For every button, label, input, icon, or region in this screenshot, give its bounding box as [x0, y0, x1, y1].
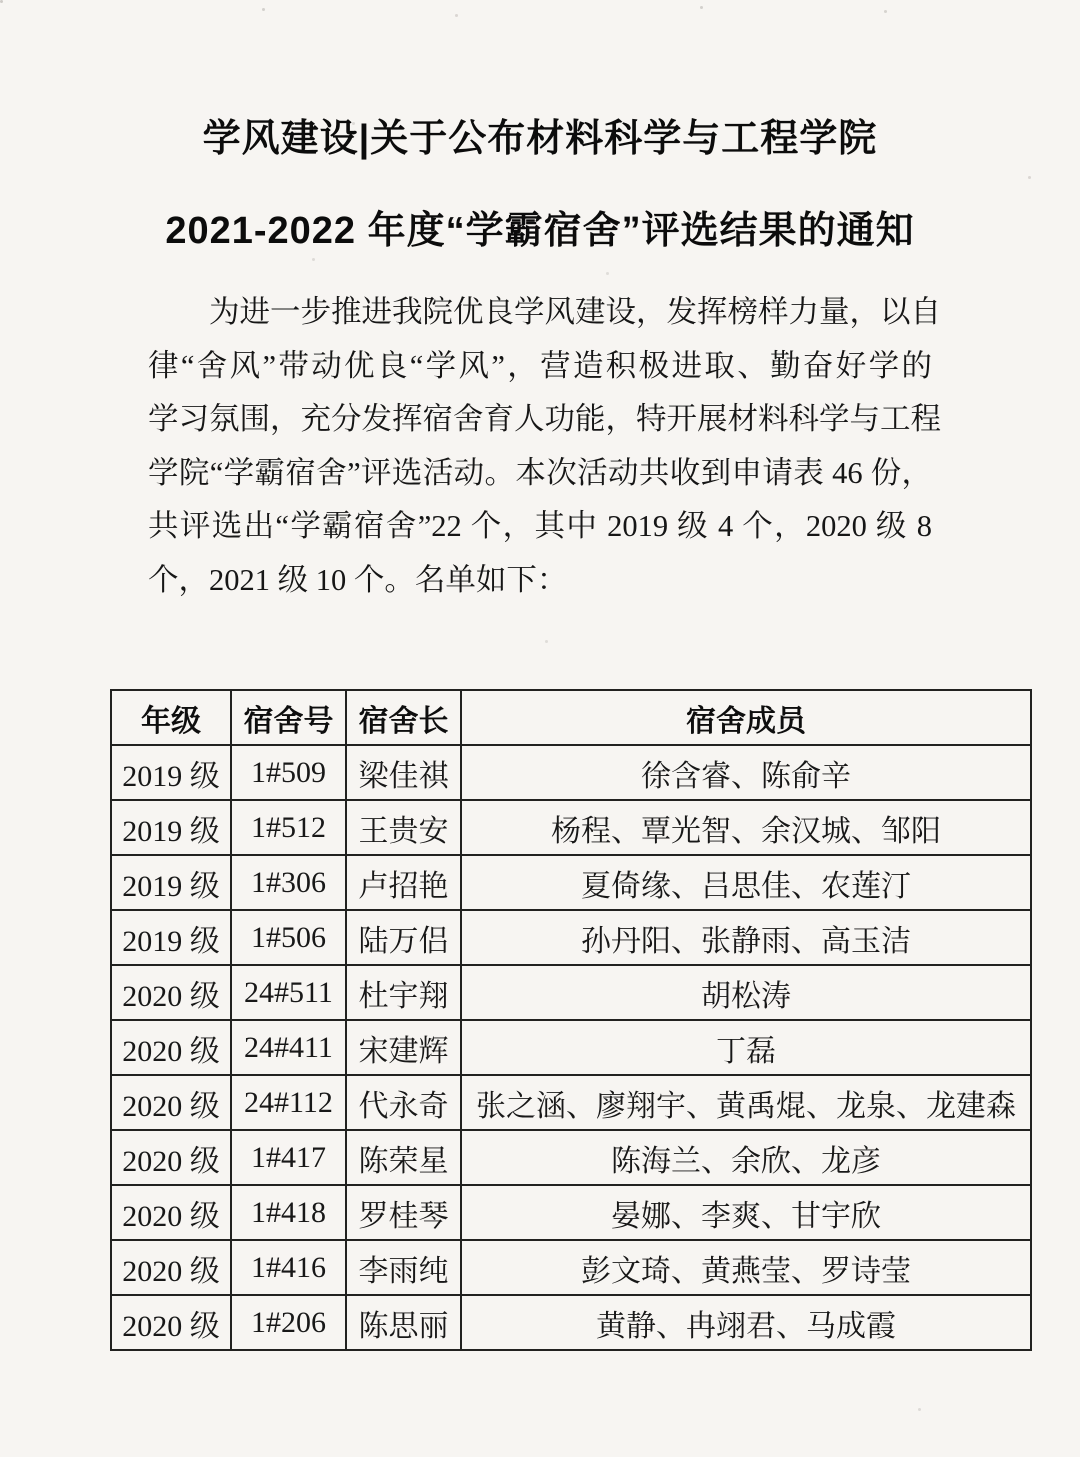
table-row: [111, 1020, 1031, 1075]
header-row: [111, 690, 1031, 745]
cell-room-number: 24#112: [231, 1075, 346, 1130]
cell-dorm-leader: 王贵安: [346, 800, 461, 855]
col-header-room-number: 宿舍号: [231, 690, 346, 745]
cell-grade: 2020 级: [111, 1130, 231, 1185]
table-row: [111, 965, 1031, 1020]
cell-dorm-members: 杨程、覃光智、余汉城、邹阳: [461, 800, 1031, 855]
cell-dorm-members: 晏娜、李爽、甘宇欣: [461, 1185, 1031, 1240]
col-header-dorm-leader: 宿舍长: [346, 690, 461, 745]
cell-room-number: 24#511: [231, 965, 346, 1020]
cell-room-number: 24#411: [231, 1020, 346, 1075]
cell-dorm-members: 夏倚缘、吕思佳、农莲汀: [461, 855, 1031, 910]
cell-dorm-leader: 宋建辉: [346, 1020, 461, 1075]
cell-room-number: 1#509: [231, 745, 346, 800]
table-row: [111, 855, 1031, 910]
cell-dorm-leader: 杜宇翔: [346, 965, 461, 1020]
dorm-table-body: [111, 745, 1031, 1350]
table-row: [111, 745, 1031, 800]
cell-dorm-members: 徐含睿、陈俞辛: [461, 745, 1031, 800]
table-row: [111, 1295, 1031, 1350]
col-header-grade: 年级: [111, 690, 231, 745]
cell-dorm-members: 黄静、冉翊君、马成霞: [461, 1295, 1031, 1350]
table-row: [111, 800, 1031, 855]
paragraph-line: 个，2021 级 10 个。名单如下：: [148, 562, 568, 597]
cell-dorm-leader: 李雨纯: [346, 1240, 461, 1295]
cell-dorm-leader: 陈荣星: [346, 1130, 461, 1185]
paragraph-line: 律“舍风”带动优良“学风”，营造积极进取、勤奋好学的: [148, 348, 932, 383]
table-row: [111, 1185, 1031, 1240]
table-row: [111, 910, 1031, 965]
cell-dorm-leader: 梁佳祺: [346, 745, 461, 800]
cell-grade: 2019 级: [111, 910, 231, 965]
cell-dorm-leader: 代永奇: [346, 1075, 461, 1130]
cell-grade: 2019 级: [111, 745, 231, 800]
table-row: [111, 1075, 1031, 1130]
cell-dorm-leader: 罗桂琴: [346, 1185, 461, 1240]
cell-grade: 2020 级: [111, 1295, 231, 1350]
cell-dorm-members: 胡松涛: [461, 965, 1031, 1020]
cell-grade: 2019 级: [111, 855, 231, 910]
cell-room-number: 1#417: [231, 1130, 346, 1185]
paragraph-line: 为进一步推进我院优良学风建设，发挥榜样力量，以自: [209, 295, 941, 329]
dorm-results-table: [110, 689, 1032, 1351]
col-header-dorm-members: 宿舍成员: [461, 690, 1031, 745]
notice-title-line-1: 学风建设|关于公布材料科学与工程学院: [202, 118, 878, 160]
notice-title-line-2: 2021-2022 年度“学霸宿舍”评选结果的通知: [165, 210, 915, 252]
cell-dorm-leader: 卢招艳: [346, 855, 461, 910]
cell-dorm-members: 丁磊: [461, 1020, 1031, 1075]
notice-header: [0, 0, 1080, 256]
cell-grade: 2020 级: [111, 1185, 231, 1240]
paragraph-line: 学习氛围，充分发挥宿舍育人功能，特开展材料科学与工程: [148, 402, 941, 436]
table-row: [111, 1240, 1031, 1295]
cell-grade: 2020 级: [111, 1075, 231, 1130]
cell-room-number: 1#418: [231, 1185, 346, 1240]
cell-dorm-members: 张之涵、廖翔宇、黄禹焜、龙泉、龙建森: [461, 1075, 1031, 1130]
cell-dorm-members: 孙丹阳、张静雨、高玉洁: [461, 910, 1031, 965]
scan-noise-specks: [0, 0, 3, 3]
dorm-table-header: [111, 690, 1031, 745]
cell-grade: 2020 级: [111, 1240, 231, 1295]
table-row: [111, 1130, 1031, 1185]
cell-grade: 2020 级: [111, 1020, 231, 1075]
cell-room-number: 1#506: [231, 910, 346, 965]
cell-room-number: 1#206: [231, 1295, 346, 1350]
notice-body-paragraph: [148, 286, 941, 607]
cell-dorm-leader: 陆万侣: [346, 910, 461, 965]
cell-dorm-members: 陈海兰、余欣、龙彦: [461, 1130, 1031, 1185]
paragraph-line: 学院“学霸宿舍”评选活动。本次活动共收到申请表 46 份，: [148, 455, 932, 490]
cell-grade: 2019 级: [111, 800, 231, 855]
cell-room-number: 1#306: [231, 855, 346, 910]
cell-room-number: 1#512: [231, 800, 346, 855]
cell-grade: 2020 级: [111, 965, 231, 1020]
cell-room-number: 1#416: [231, 1240, 346, 1295]
cell-dorm-leader: 陈思丽: [346, 1295, 461, 1350]
cell-dorm-members: 彭文琦、黄燕莹、罗诗莹: [461, 1240, 1031, 1295]
paragraph-line: 共评选出“学霸宿舍”22 个，其中 2019 级 4 个，2020 级 8: [148, 509, 932, 543]
